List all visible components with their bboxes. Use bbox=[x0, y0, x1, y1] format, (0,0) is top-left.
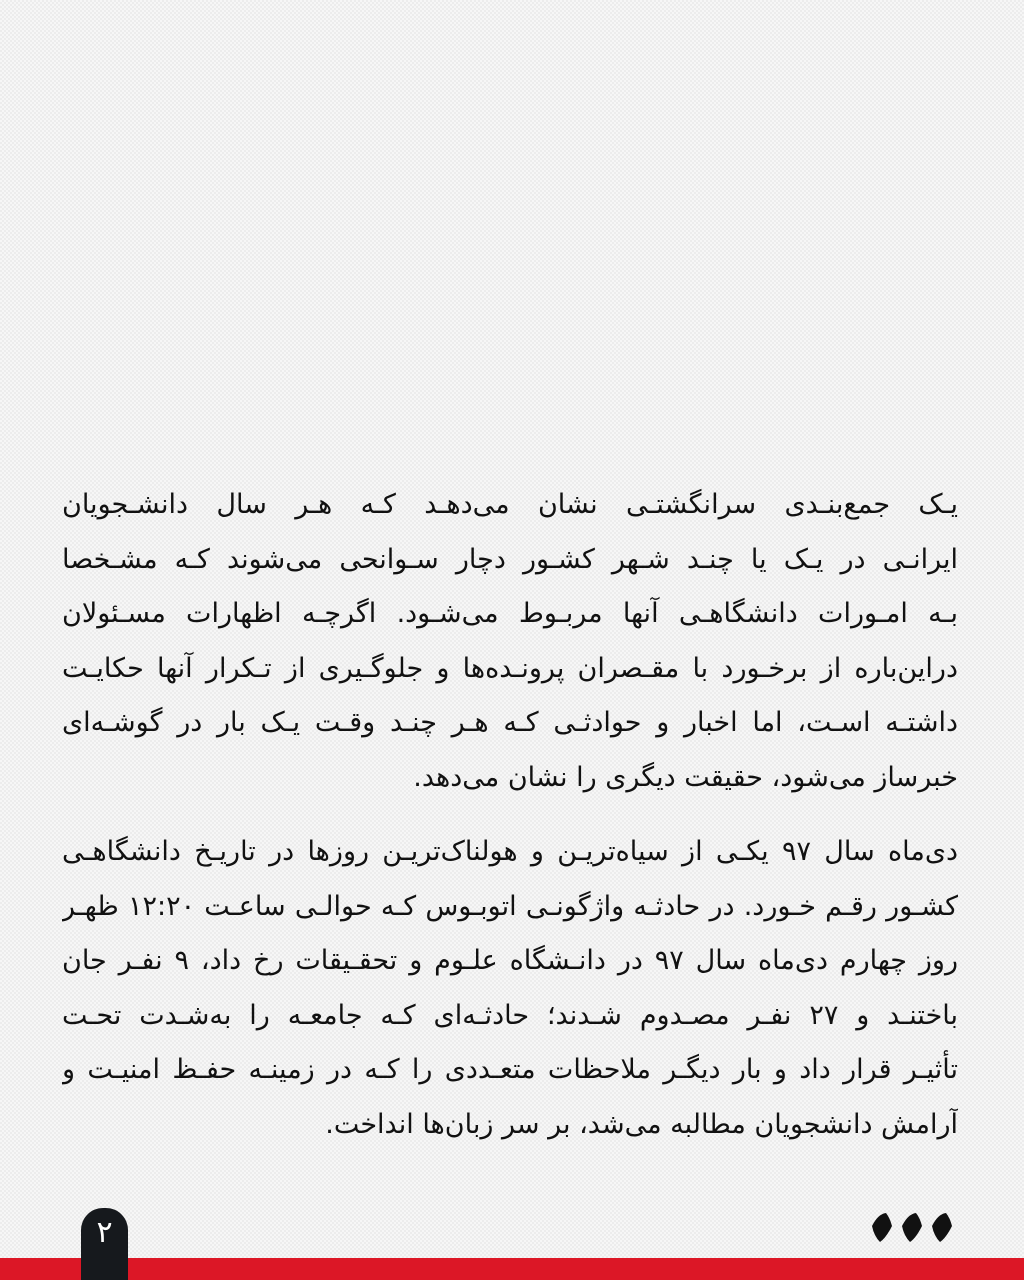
text-line: کشـور رقـم خـورد. در حادثـه واژگونـی اتوبـوس کـه حوالـی ساعـت ۱۲:۲۰ ظهـر bbox=[62, 890, 958, 922]
text-line: روز چهارم دی‌ماه سال ۹۷ در دانـشگاه علـوم و تحقـیقات رخ داد، ۹ نفـر جان bbox=[62, 945, 958, 976]
text-line: داشتـه اسـت، اما اخبار و حوادثـی کـه هـر چنـد وقـت یـک بار در گوشـه‌ای bbox=[62, 707, 958, 738]
article-body bbox=[62, 478, 958, 1172]
text-line: باختنـد و ۲۷ نفـر مصـدوم شـدند؛ حادثـه‌ای کـه جامعـه را به‌شـدت تحـت bbox=[62, 999, 958, 1031]
text-line: تأثیـر قرار داد و بار دیگـر ملاحظات متعـددی را کـه در زمینـه حفـظ امنیـت و bbox=[62, 1054, 958, 1085]
text-line: بـه امـورات دانشگاهـی آنها مربـوط می‌شـود. اگرچـه اظهارات مسـئولان bbox=[62, 598, 958, 629]
page-number-tab bbox=[81, 1208, 128, 1280]
page-number: ۲ bbox=[96, 1215, 113, 1250]
text-line: دراین‌باره از برخـورد با مقـصران پرونـده‌ها و جلوگـیری از تـکرار آنها حکایـت bbox=[62, 652, 958, 684]
three-diamonds-logo-icon bbox=[868, 1210, 964, 1244]
text-line: یـک جمع‌بنـدی سرانگشتـی نشان می‌دهـد کـه هـر سال دانشـجویان bbox=[62, 489, 958, 520]
text-line: دی‌ماه سال ۹۷ یکـی از سیاه‌تریـن و هولناک‌تریـن روزها در تاریـخ دانشگاهـی bbox=[62, 836, 958, 867]
text-line: خبرساز می‌شود، حقیقت دیگری را نشان می‌دهد. bbox=[413, 761, 958, 793]
text-line: آرامش دانشجویان مطالبه می‌شد، بر سر زبان‌ها انداخت. bbox=[325, 1108, 958, 1140]
text-line: ایرانـی در یـک یا چنـد شـهر کشـور دچار سـوانحی می‌شوند کـه مشـخصا bbox=[62, 543, 958, 575]
paragraph-2 bbox=[62, 825, 958, 1152]
footer-accent-band bbox=[0, 1258, 1024, 1280]
paragraph-1 bbox=[62, 478, 958, 805]
